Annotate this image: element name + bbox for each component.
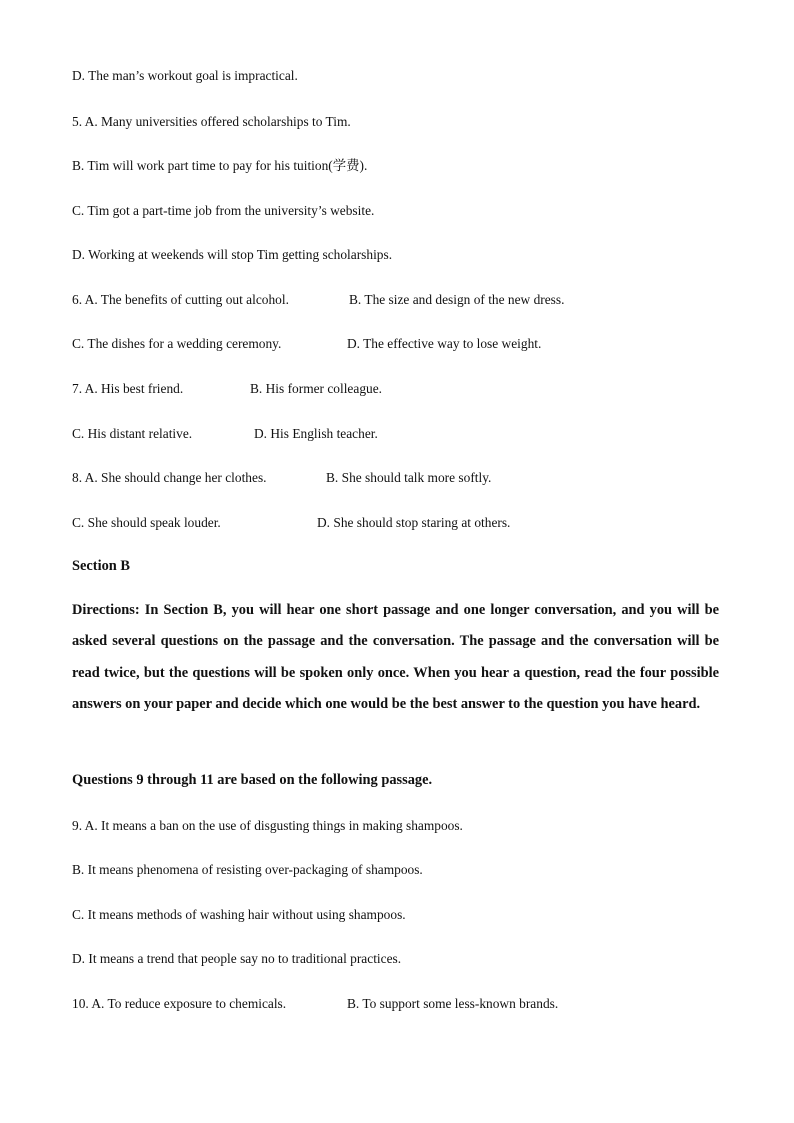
section-title: Section B — [72, 558, 130, 574]
q9-option-d: D. It means a trend that people say no to traditional practices. — [72, 951, 402, 966]
q8-option-a: 8. A. She should change her clothes. — [72, 470, 267, 485]
q6-option-a: 6. A. The benefits of cutting out alcohol. — [72, 292, 289, 307]
q6-option-d: D. The effective way to lose weight. — [347, 336, 542, 351]
q7-option-a: 7. A. His best friend. — [72, 381, 184, 396]
q7-option-d: D. His English teacher. — [254, 426, 378, 441]
q4-option-d: D. The man’s workout goal is impractical. — [72, 68, 298, 83]
q9-option-a: 9. A. It means a ban on the use of disgusting things in making shampoos. — [72, 818, 463, 833]
q5-option-d: D. Working at weekends will stop Tim getting scholarships. — [72, 247, 393, 262]
passage-heading: Questions 9 through 11 are based on the following passage. — [72, 772, 433, 788]
q8-option-d: D. She should stop staring at others. — [317, 515, 511, 530]
q7-option-b: B. His former colleague. — [250, 381, 383, 396]
q8-option-b: B. She should talk more softly. — [326, 470, 492, 485]
q9-option-c: C. It means methods of washing hair without using shampoos. — [72, 907, 406, 922]
q8-option-c: C. She should speak louder. — [72, 515, 221, 530]
q7-option-c: C. His distant relative. — [72, 426, 193, 441]
q10-option-b: B. To support some less-known brands. — [347, 996, 559, 1011]
q9-option-b: B. It means phenomena of resisting over-packaging of shampoos. — [72, 862, 423, 877]
q5-option-c: C. Tim got a part-time job from the university’s website. — [72, 203, 375, 218]
q5-option-a: 5. A. Many universities offered scholarships to Tim. — [72, 114, 351, 129]
q6-option-b: B. The size and design of the new dress. — [349, 292, 565, 307]
q5-option-b: B. Tim will work part time to pay for his tuition(学费). — [72, 158, 368, 173]
directions-paragraph: Directions: In Section B, you will hear one short passage and one longer conversation, and you will be asked several questions on the passage and the conversation. The passage and the conversation will be read twice, but the questions will be spoken only once. When you hear a question, read the four possible answers on your paper and decide which one would be the best answer to the question you have heard. — [72, 602, 719, 712]
q6-option-c: C. The dishes for a wedding ceremony. — [72, 336, 282, 351]
q10-option-a: 10. A. To reduce exposure to chemicals. — [72, 996, 287, 1011]
